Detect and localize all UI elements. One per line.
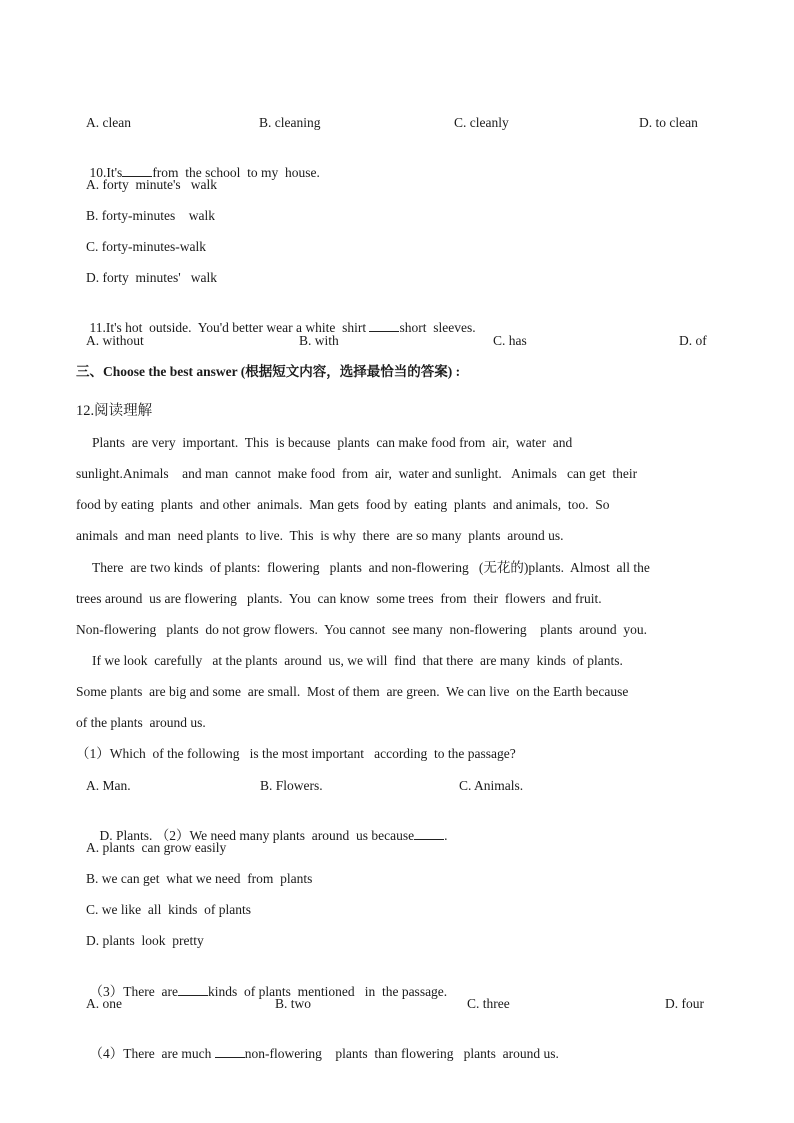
sub2-option-c: C. we like all kinds of plants bbox=[86, 902, 251, 917]
sub4-blank bbox=[215, 1044, 245, 1058]
sub3-option-c: C. three bbox=[467, 996, 510, 1011]
passage-line: Some plants are big and some are small. Most of them are green. We can live on the Earth because bbox=[76, 684, 629, 699]
sub2-option-a: A. plants can grow easily bbox=[86, 840, 227, 855]
q9-option-c: C. cleanly bbox=[454, 115, 509, 130]
q10-option-b: B. forty-minutes walk bbox=[86, 208, 215, 223]
sub2-suffix: . bbox=[444, 828, 448, 843]
passage-line: Plants are very important. This is because plants can make food from air, water and bbox=[92, 435, 573, 450]
q9-option-a: A. clean bbox=[86, 115, 131, 130]
sub2-prefix: D. Plants. （2）We need many plants around us because bbox=[99, 828, 415, 843]
passage-line: food by eating plants and other animals. Man gets food by eating plants and animals, too. So bbox=[76, 497, 610, 512]
sub2-blank bbox=[414, 826, 444, 840]
passage-line: of the plants around us. bbox=[76, 715, 206, 730]
sub2-option-b: B. we can get what we need from plants bbox=[86, 871, 313, 886]
sub3-suffix: kinds of plants mentioned in the passage. bbox=[207, 984, 448, 999]
q11-option-a: A. without bbox=[86, 333, 144, 348]
q9-option-b: B. cleaning bbox=[259, 115, 321, 130]
q12-heading: 12.阅读理解 bbox=[76, 403, 153, 419]
sub4-suffix: non-flowering plants than flowering plants around us. bbox=[244, 1046, 559, 1061]
sub3-prefix: （3）There are bbox=[89, 984, 178, 999]
sub4-prefix: （4）There are much bbox=[89, 1046, 215, 1061]
sub1-question: （1）Which of the following is the most important according to the passage? bbox=[76, 746, 516, 761]
q10-option-c: C. forty-minutes-walk bbox=[86, 239, 206, 254]
passage-line: There are two kinds of plants: flowering plants and non-flowering (无花的)plants. Almost all the bbox=[92, 560, 650, 575]
sub1-option-c: C. Animals. bbox=[459, 778, 524, 793]
sub3-option-d: D. four bbox=[665, 996, 704, 1011]
passage-line: sunlight.Animals and man cannot make food from air, water and sunlight. Animals can get their bbox=[76, 466, 638, 481]
q11-option-c: C. has bbox=[493, 333, 527, 348]
sub1-option-a: A. Man. bbox=[86, 778, 131, 793]
sub1-option-b: B. Flowers. bbox=[260, 778, 323, 793]
passage-line: animals and man need plants to live. This is why there are so many plants around us. bbox=[76, 528, 564, 543]
passage-line: trees around us are flowering plants. You can know some trees from their flowers and fruit. bbox=[76, 591, 602, 606]
q10-blank bbox=[122, 163, 152, 177]
q10-option-a: A. forty minute's walk bbox=[86, 177, 218, 192]
q11-option-d: D. of bbox=[679, 333, 707, 348]
q9-option-d: D. to clean bbox=[639, 115, 698, 130]
sub2-option-d: D. plants look pretty bbox=[86, 933, 204, 948]
q10-option-d: D. forty minutes' walk bbox=[86, 270, 218, 285]
sub3-blank bbox=[178, 982, 208, 996]
sub4-question bbox=[76, 1026, 559, 1081]
passage-line: If we look carefully at the plants around us, we will find that there are many kinds of plants. bbox=[92, 653, 623, 668]
q11-blank bbox=[369, 318, 399, 332]
q10-suffix: from the school to my house. bbox=[152, 165, 320, 180]
sub3-question bbox=[76, 964, 447, 1019]
q11-option-b: B. with bbox=[299, 333, 339, 348]
sub3-option-b: B. two bbox=[275, 996, 312, 1011]
section-heading: 三、Choose the best answer (根据短文内容，选择最恰当的答案) : bbox=[76, 364, 461, 379]
sub3-option-a: A. one bbox=[86, 996, 122, 1011]
q11-prefix: 11.It's hot outside. You'd better wear a white shirt bbox=[89, 320, 370, 335]
q11-suffix: short sleeves. bbox=[399, 320, 476, 335]
passage-line: Non-flowering plants do not grow flowers. You cannot see many non-flowering plants around you. bbox=[76, 622, 648, 637]
q10-prefix: 10.It's bbox=[89, 165, 123, 180]
